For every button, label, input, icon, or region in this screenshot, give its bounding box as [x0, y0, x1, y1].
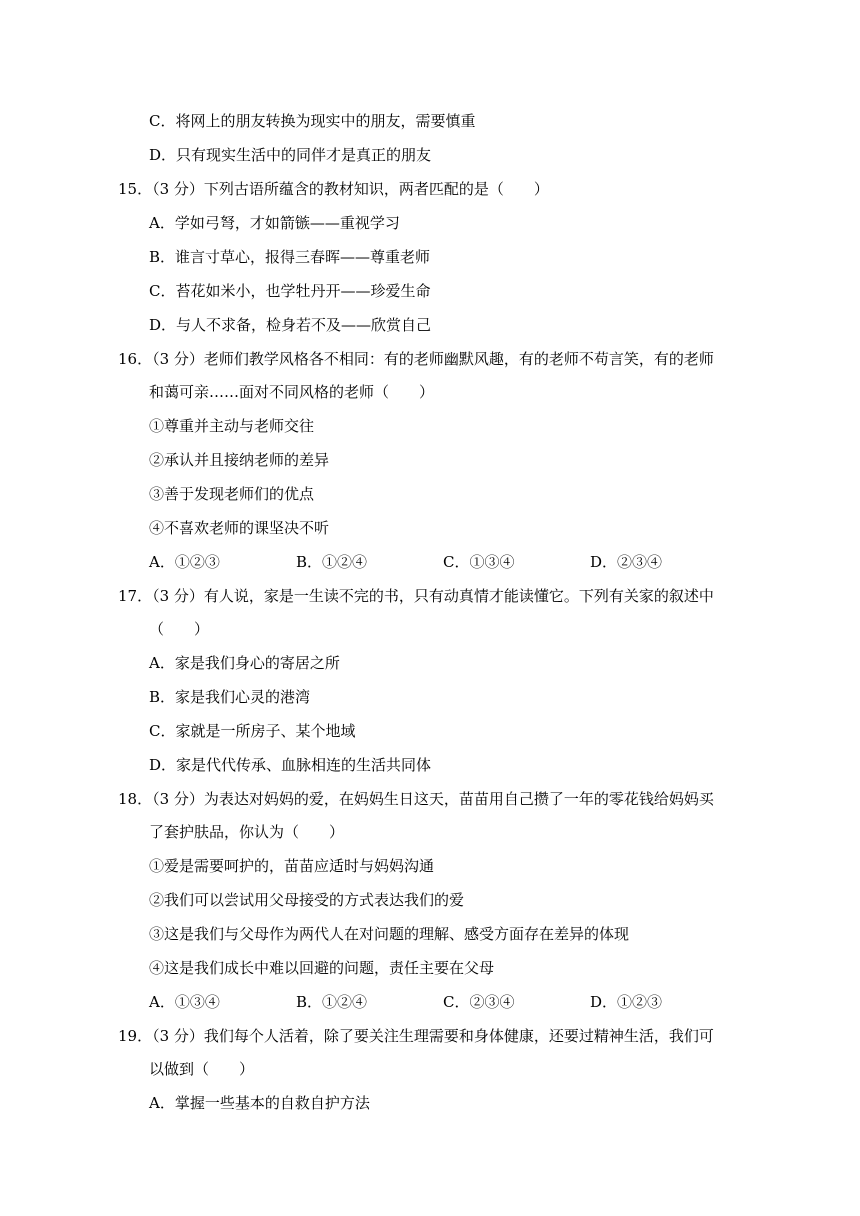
q18-item-1: ①爱是需要呵护的，苗苗应适时与妈妈沟通 [149, 857, 435, 875]
q16-item-2: ②承认并且接纳老师的差异 [149, 451, 330, 469]
q16-item-4: ④不喜欢老师的课坚决不听 [149, 519, 330, 537]
q15-option-b: B．谁言寸草心，报得三春晖——尊重老师 [149, 248, 431, 266]
q17-option-c: C．家就是一所房子、某个地域 [149, 722, 356, 740]
q18-option-a: A．①③④ [149, 993, 220, 1011]
q16-options-row [149, 552, 737, 572]
q16-stem-line2: 和蔼可亲……面对不同风格的老师（ ） [149, 383, 435, 401]
q15-option-a: A．学如弓弩，才如箭镞——重视学习 [149, 214, 400, 232]
q18-option-b: B．①②④ [296, 993, 368, 1011]
q17-stem-line2: （ ） [149, 620, 210, 638]
q18-option-d: D．①②③ [590, 993, 663, 1011]
q16-item-3: ③善于发现老师们的优点 [149, 485, 315, 503]
q14-option-d: D．只有现实生活中的同伴才是真正的朋友 [149, 146, 432, 164]
q17-option-b: B．家是我们心灵的港湾 [149, 688, 311, 706]
q18-item-2: ②我们可以尝试用父母接受的方式表达我们的爱 [149, 891, 465, 909]
q18-stem-line2: 了套护肤品，你认为（ ） [149, 823, 345, 841]
q14-option-c: C．将网上的朋友转换为现实中的朋友，需要慎重 [149, 112, 476, 130]
q17-stem-line1: 17．（3 分）有人说，家是一生读不完的书，只有动真情才能读懂它。下列有关家的叙述中 [118, 587, 714, 605]
q16-stem-line1: 16．（3 分）老师们教学风格各不相同：有的老师幽默风趣，有的老师不苟言笑，有的老师 [118, 350, 714, 368]
q19-option-a: A．掌握一些基本的自救自护方法 [149, 1094, 370, 1112]
q16-option-c: C．①③④ [443, 553, 515, 571]
q19-stem-line2: 以做到（ ） [149, 1060, 255, 1078]
q16-option-a: A．①②③ [149, 553, 220, 571]
q18-option-c: C．②③④ [443, 993, 515, 1011]
q17-option-d: D．家是代代传承、血脉相连的生活共同体 [149, 756, 432, 774]
q18-item-3: ③这是我们与父母作为两代人在对问题的理解、感受方面存在差异的体现 [149, 925, 630, 943]
q15-stem: 15．（3 分）下列古语所蕴含的教材知识，两者匹配的是（ ） [118, 180, 549, 198]
q19-stem-line1: 19．（3 分）我们每个人活着，除了要关注生理需要和身体健康，还要过精神生活，我们可 [118, 1027, 714, 1045]
q16-item-1: ①尊重并主动与老师交往 [149, 417, 315, 435]
q18-options-row [149, 992, 737, 1012]
q15-option-d: D．与人不求备，检身若不及——欣赏自己 [149, 316, 432, 334]
q15-option-c: C．苔花如米小，也学牡丹开——珍爱生命 [149, 282, 431, 300]
q16-option-b: B．①②④ [296, 553, 368, 571]
q17-option-a: A．家是我们身心的寄居之所 [149, 654, 340, 672]
q16-option-d: D．②③④ [590, 553, 663, 571]
q18-item-4: ④这是我们成长中难以回避的问题，责任主要在父母 [149, 959, 495, 977]
q18-stem-line1: 18．（3 分）为表达对妈妈的爱，在妈妈生日这天，苗苗用自己攒了一年的零花钱给妈妈买 [118, 790, 714, 808]
